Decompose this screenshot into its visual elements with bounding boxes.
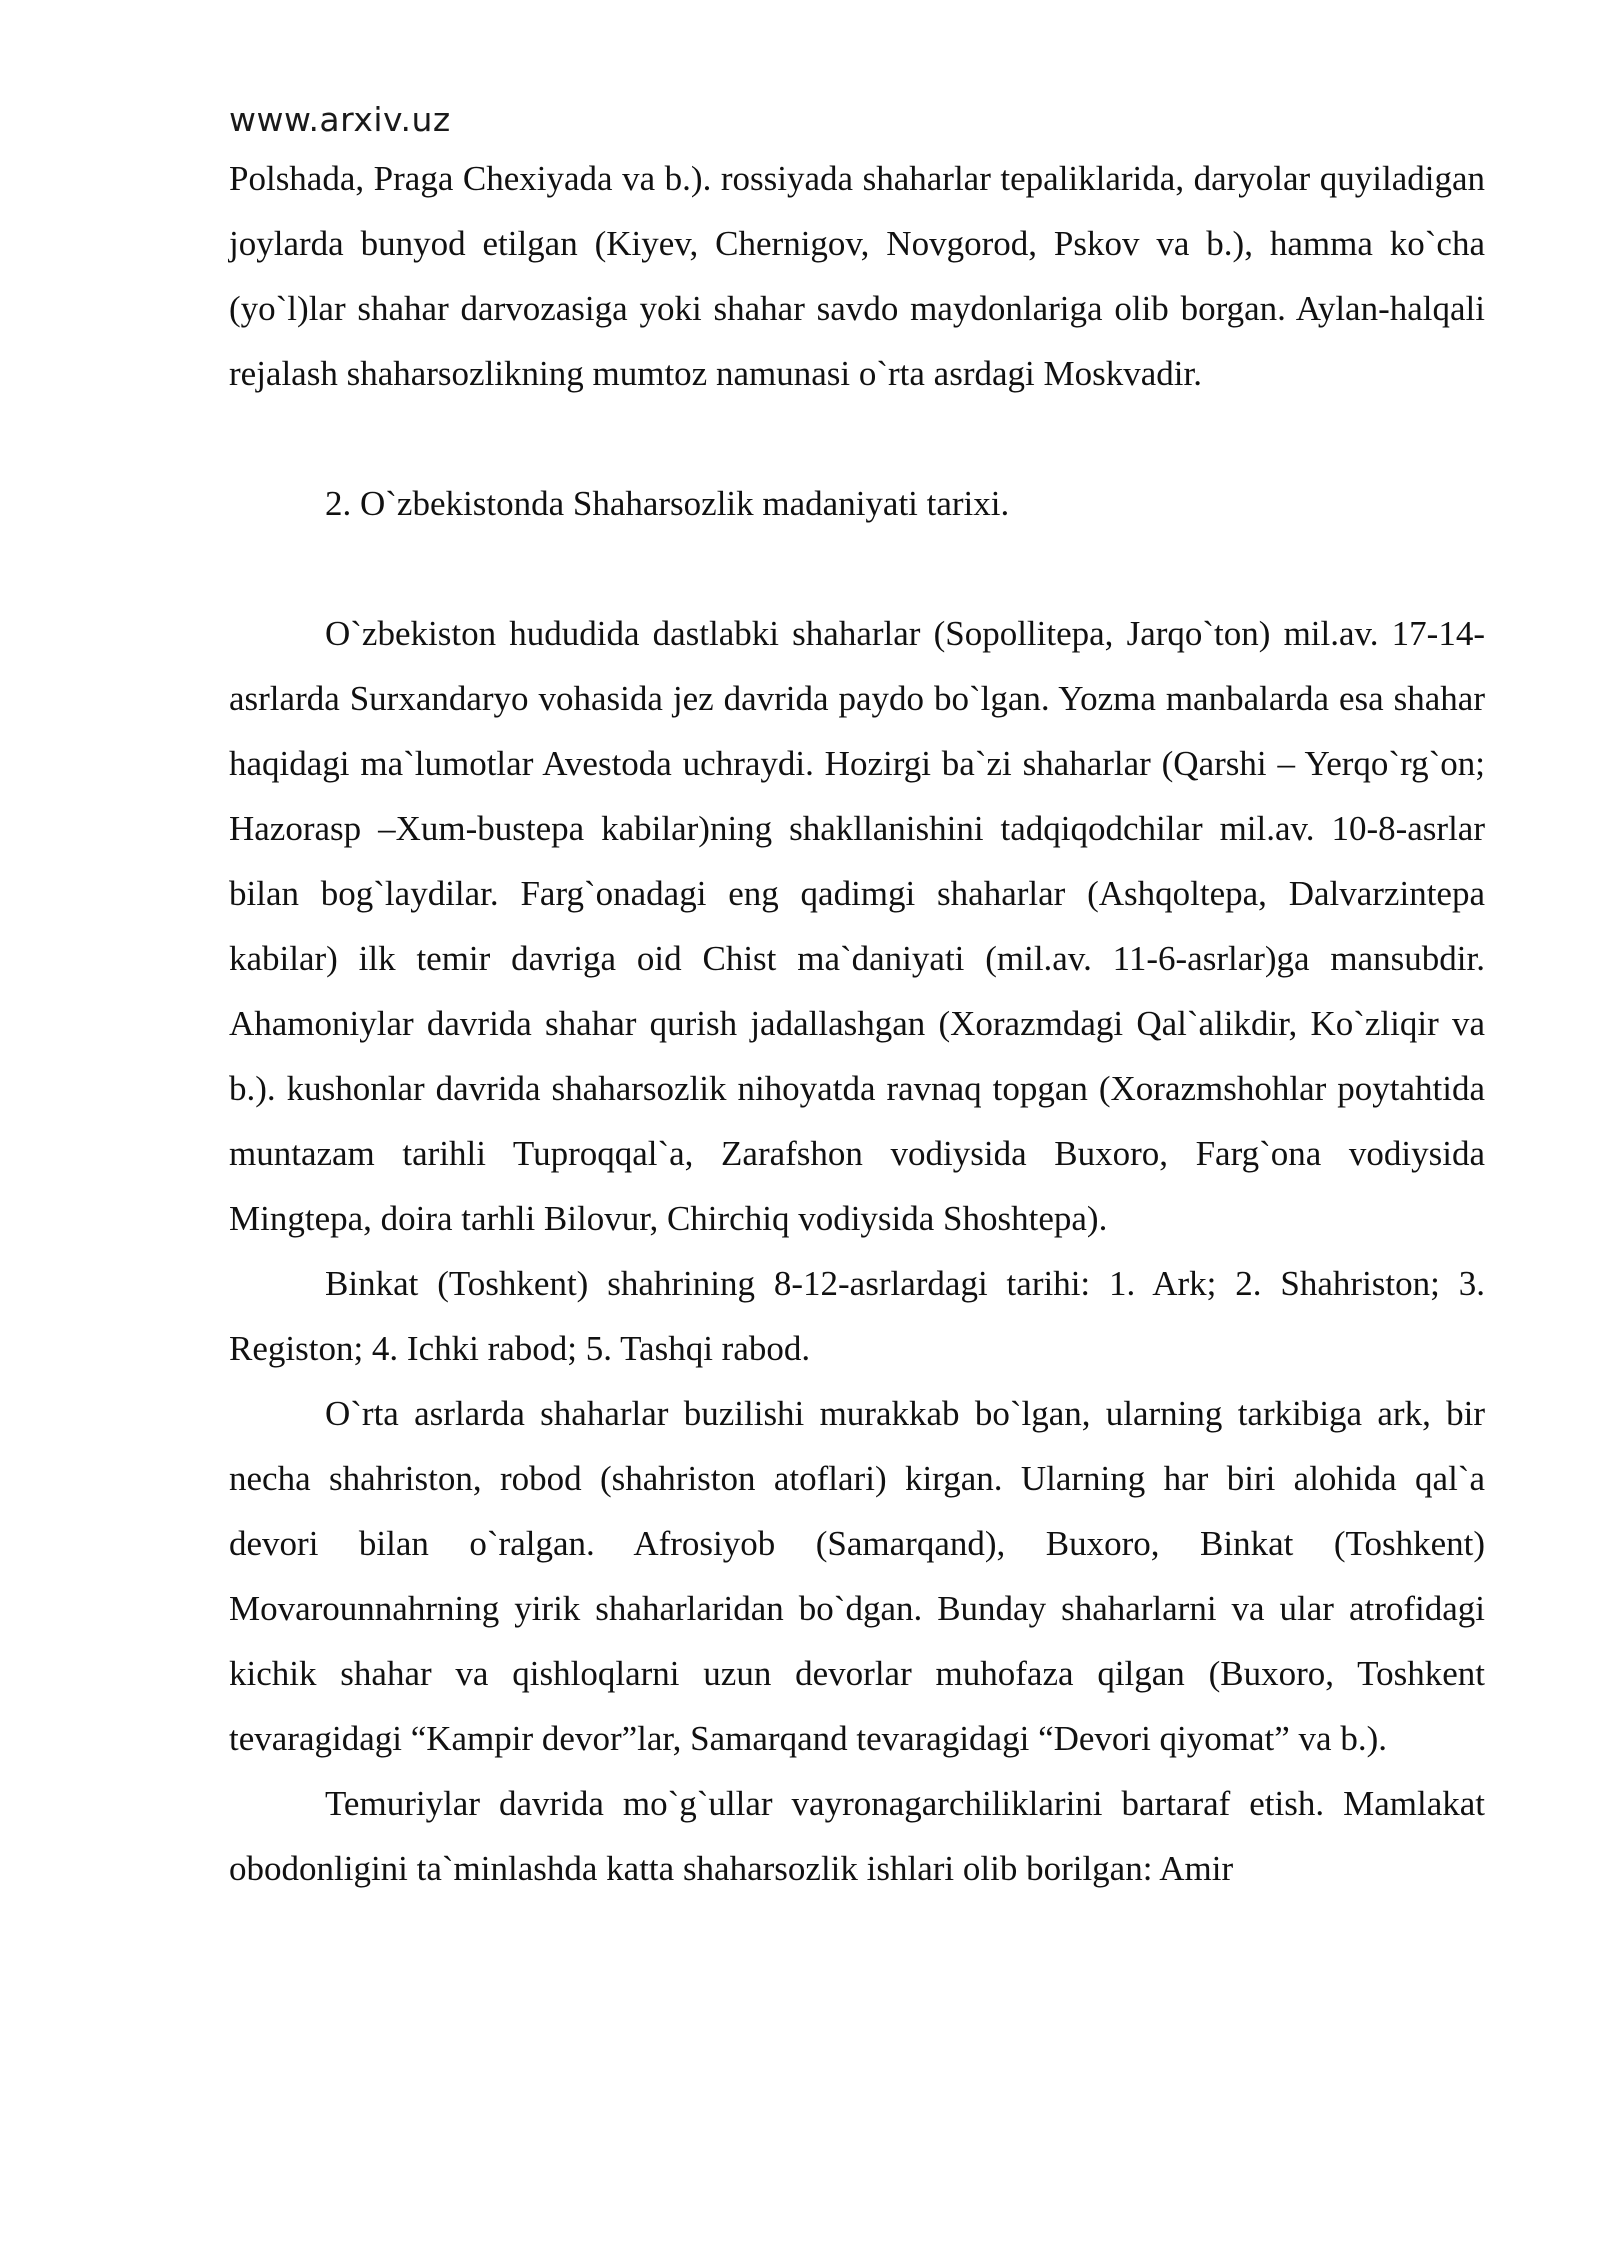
document-body [229,146,1485,1901]
paragraph-timurids: Temuriylar davrida mo`g`ullar vayronagarchiliklarini bartaraf etish. Mamlakat obodonligini ta`minlashda katta shaharsozlik ishlari olib borilgan: Amir [229,1784,1485,1888]
section-heading: 2. O`zbekistonda Shaharsozlik madaniyati tarixi. [325,484,1010,523]
site-header: www.arxiv.uz [229,100,451,139]
paragraph-moscow: Polshada, Praga Chexiyada va b.). rossiyada shaharlar tepaliklarida, daryolar quyiladigan joylarda bunyod etilgan (Kiyev, Chernigov, Novgorod, Pskov va b.), hamma ko`cha (yo`l)lar shahar darvozasiga yoki shahar savdo maydonlariga olib borgan. Aylan-halqali rejalash shaharsozlikning mumtoz namunasi o`rta asrdagi Moskvadir. [229,159,1485,393]
paragraph-medieval-cities: O`rta asrlarda shaharlar buzilishi murakkab bo`lgan, ularning tarkibiga ark, bir necha shahriston, robod (shahriston atoflari) kirgan. Ularning har biri alohida qal`a devori bilan o`ralgan. Afrosiyob (Samarqand), Buxoro, Binkat (Toshkent) Movarounnahrning yirik shaharlaridan bo`dgan. Bunday shaharlarni va ular atrofidagi kichik shahar va qishloqlarni uzun devorlar muhofaza qilgan (Buxoro, Toshkent tevaragidagi “Kampir devor”lar, Samarqand tevaragidagi “Devori qiyomat” va b.). [229,1394,1485,1758]
paragraph-early-cities: O`zbekiston hududida dastlabki shaharlar (Sopollitepa, Jarqo`ton) mil.av. 17-14- asrlarda Surxandaryo vohasida jez davrida paydo bo`lgan. Yozma manbalarda esa shahar haqidagi ma`lumotlar Avestoda uchraydi. Hozirgi ba`zi shaharlar (Qarshi – Yerqo`rg`on; Hazorasp –Xum-bustepa kabilar)ning shakllanishini tadqiqodchilar mil.av. 10-8-asrlar bilan bog`laydilar. Farg`onadagi eng qadimgi shaharlar (Ashqoltepa, Dalvarzintepa kabilar) ilk temir davriga oid Chist ma`daniyati (mil.av. 11-6-asrlar)ga mansubdir. Ahamoniylar davrida shahar qurish jadallashgan (Xorazmdagi Qal`alikdir, Ko`zliqir va b.). kushonlar davrida shaharsozlik nihoyatda ravnaq topgan (Xorazmshohlar poytahtida muntazam tarihli Tuproqqal`a, Zarafshon vodiysida Buxoro, Farg`ona vodiysida Mingtepa, doira tarhli Bilovur, Chirchiq vodiysida Shoshtepa). [229,614,1485,1238]
paragraph-binkat: Binkat (Toshkent) shahrining 8-12-asrlardagi tarihi: 1. Ark; 2. Shahriston; 3. Registon; 4. Ichki rabod; 5. Tashqi rabod. [229,1264,1485,1368]
